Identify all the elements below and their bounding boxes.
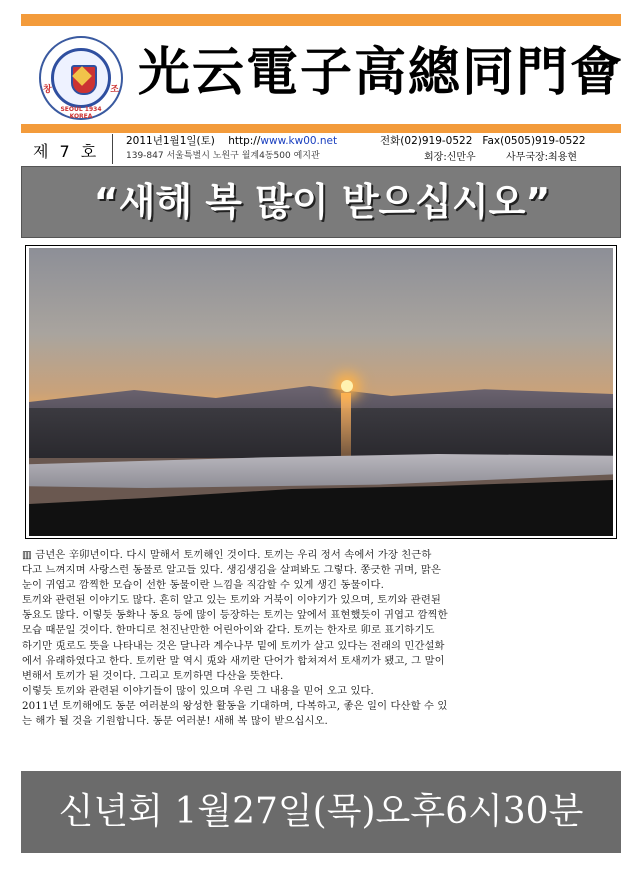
- greeting-headline: “새해 복 많이 받으십시오”: [93, 180, 551, 224]
- logo-bottom-text: SEOUL 1934 KOREA: [60, 106, 102, 120]
- sunrise-photo: [29, 248, 613, 536]
- telephone: 전화(02)919-0522: [380, 135, 473, 147]
- alumni-logo: [39, 36, 123, 120]
- issue-separator: [112, 134, 113, 164]
- article-line: 동요도 많다. 이렇듯 동화나 동요 등에 많이 등장하는 토끼는 앞에서 표현했듯이 귀엽고 깜찍한: [22, 609, 448, 622]
- event-announcement: 신년회 1월27일(목)오후6시30분: [58, 791, 584, 832]
- article-line: 토끼와 관련된 이야기도 많다. 흔히 알고 있는 토끼와 거북이 이야기가 있으며, 토끼와 관련된: [22, 594, 441, 607]
- photo-city: [29, 408, 613, 458]
- article-line: 하기만 兎로도 뜻을 나타내는 것은 달나라 계수나무 밑에 토끼가 살고 있다는 전래의 민간설화: [22, 639, 445, 652]
- event-banner: [21, 771, 621, 853]
- website-link[interactable]: www.kw00.net: [260, 135, 338, 147]
- address: 139-847 서울특별시 노원구 월계4동500 예지관: [126, 151, 320, 161]
- secretary-general: 사무국장:최용현: [506, 152, 577, 163]
- article-body: [22, 548, 620, 729]
- logo-right-text: 조: [110, 85, 119, 95]
- fax: Fax(0505)919-0522: [482, 135, 586, 147]
- photo-river: [29, 454, 613, 488]
- top-accent-bar: [21, 14, 621, 26]
- publish-date: 2011년1월1일(토): [126, 135, 215, 147]
- date-url-line: [126, 133, 337, 148]
- logo-left-text: 창: [43, 85, 52, 95]
- president: 회장:신만우: [424, 152, 476, 163]
- article-line: 2011년 토끼해에도 동문 여러분의 왕성한 활동을 기대하며, 다복하고, 좋은 일이 다산할 수 있: [22, 699, 448, 712]
- article-line: 에서 유래하였다고 한다. 토끼란 말 역시 兎와 새끼란 단어가 합쳐져서 토새끼가 됐고, 그 말이: [22, 654, 445, 667]
- header-divider-bar: [21, 124, 621, 133]
- article-line: 이렇듯 토끼와 관련된 이야기들이 많이 있으며 우린 그 내용을 믿어 오고 있다.: [22, 684, 374, 697]
- photo-foreground: [29, 480, 613, 536]
- article-line: ▥ 금년은 辛卯년이다. 다시 말해서 토끼해인 것이다. 토끼는 우리 정서 속에서 가장 친근하: [22, 549, 432, 561]
- sun-icon: [341, 380, 353, 392]
- url-prefix: http://: [228, 135, 261, 147]
- newsletter-title: 光云電子高總同門會: [138, 42, 625, 103]
- logo-emblem: [51, 48, 111, 108]
- article-line: 모습 때문일 것이다. 한마디로 천진난만한 어린아이와 같다. 토끼는 한자로 卯로 표기하기도: [22, 624, 435, 637]
- article-line: 는 해가 될 것을 기원합니다. 동문 여러분! 새해 복 많이 받으십시오.: [22, 715, 328, 728]
- new-year-greeting-banner: [21, 166, 621, 238]
- article-line: 다고 느껴지며 사랑스런 동물로 알고들 있다. 생김생김을 살펴봐도 그렇다. 쫑긋한 귀며, 맑은: [22, 564, 441, 577]
- contact-line: [380, 133, 586, 148]
- article-line: 변해서 토끼가 된 것이다. 그리고 토끼하면 다산을 뜻한다.: [22, 669, 284, 682]
- issue-number: 제 7 호: [33, 142, 100, 161]
- article-line: 눈이 귀엽고 깜찍한 모습이 선한 동물이란 느낌을 직감할 수 있게 생긴 동물이다.: [22, 579, 384, 592]
